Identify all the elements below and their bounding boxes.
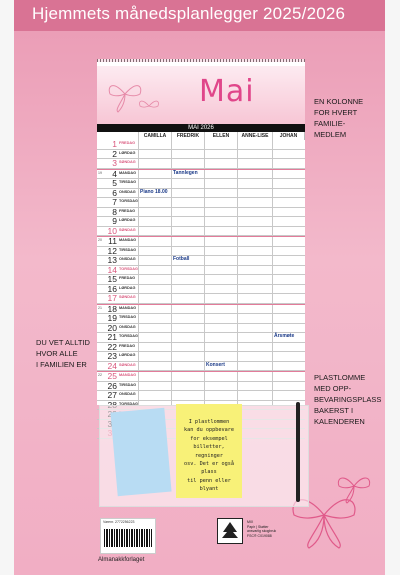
day-name: MANDAG xyxy=(119,373,137,377)
day-number: 13 xyxy=(107,255,117,265)
day-row[interactable] xyxy=(97,304,305,315)
day-number: 24 xyxy=(107,360,117,371)
calendar-entry: Konsert xyxy=(206,361,225,368)
day-row[interactable] xyxy=(97,247,305,257)
day-number: 8 xyxy=(112,206,117,217)
column-header: ANNE-LISE xyxy=(238,132,273,140)
fsc-tree-icon xyxy=(217,518,243,544)
week-number: 22 xyxy=(98,373,102,377)
column-header: ELLEN xyxy=(205,132,238,140)
day-row[interactable] xyxy=(97,294,305,304)
day-number: 26 xyxy=(107,380,117,391)
barcode: Varenr. 2772256223 xyxy=(100,518,156,554)
day-name: FREDAG xyxy=(119,208,136,213)
day-row[interactable] xyxy=(97,382,305,392)
sticky-note: I plastlommen kan du oppbevare for eksempel billetter, regninger osv. Det er også plass til penn eller blyant xyxy=(176,404,242,498)
day-row[interactable] xyxy=(97,217,305,227)
month-header-art xyxy=(97,66,305,124)
day-number: 10 xyxy=(107,225,117,236)
day-name: ONSDAG xyxy=(119,324,136,329)
publisher-name: Almanakkforlaget xyxy=(98,557,145,563)
fsc-label: MIX Papir | Støtter ansvarlig skogbruk FSC® C019088 xyxy=(247,520,277,538)
month-title: Mai xyxy=(199,74,255,109)
day-row[interactable] xyxy=(97,352,305,362)
day-name: FREDAG xyxy=(119,276,136,280)
day-row[interactable] xyxy=(97,189,305,199)
day-number: 9 xyxy=(112,216,117,226)
day-name: TIRSDAG xyxy=(119,180,137,184)
day-row[interactable] xyxy=(97,179,305,189)
calendar-entry: Tannlegen xyxy=(173,169,198,176)
day-row[interactable] xyxy=(97,169,305,180)
column-header: FREDRIK xyxy=(172,132,205,140)
day-name: TIRSDAG xyxy=(119,382,137,387)
calendar-entry: Årsmøte xyxy=(274,333,295,339)
day-name: LØRDAG xyxy=(119,150,136,155)
day-row[interactable] xyxy=(97,314,305,324)
day-name: ONSDAG xyxy=(119,189,136,194)
week-number: 19 xyxy=(98,170,102,175)
day-number: 19 xyxy=(107,313,117,323)
day-number: 16 xyxy=(107,283,117,294)
day-name: SØNDAG xyxy=(119,227,136,232)
day-number: 5 xyxy=(112,178,117,188)
day-row[interactable] xyxy=(97,198,305,208)
lily-flower-icon xyxy=(137,94,161,118)
day-number: 22 xyxy=(107,341,117,352)
day-name: TIRSDAG xyxy=(119,315,137,319)
calendar-sheet xyxy=(97,62,305,405)
day-row[interactable] xyxy=(97,324,305,334)
day-name: LØRDAG xyxy=(119,218,136,222)
day-number: 21 xyxy=(107,332,117,342)
day-name: SØNDAG xyxy=(119,160,136,164)
feature-note-pocket: PLASTLOMME MED OPP- BEVARINGSPLASS BAKERST I KALENDEREN xyxy=(314,373,382,426)
day-name: ONSDAG xyxy=(119,257,136,261)
day-row[interactable] xyxy=(97,266,305,276)
day-row[interactable] xyxy=(97,256,305,266)
day-number: 15 xyxy=(107,274,117,284)
day-name: LØRDAG xyxy=(119,353,136,357)
day-number: 20 xyxy=(107,322,117,333)
day-name: FREDAG xyxy=(119,141,136,145)
day-row[interactable] xyxy=(97,227,305,237)
day-number: 27 xyxy=(107,390,117,400)
day-name: TORSDAG xyxy=(119,266,138,271)
feature-note-columns: EN KOLONNE FOR HVERT FAMILIE- MEDLEM xyxy=(314,97,364,139)
day-number: 1 xyxy=(112,139,117,149)
day-name: FREDAG xyxy=(119,343,136,348)
day-name: SØNDAG xyxy=(119,362,136,367)
day-row[interactable] xyxy=(97,208,305,218)
ticket-card xyxy=(110,408,171,496)
day-number: 17 xyxy=(107,293,117,303)
day-name: TORSDAG xyxy=(119,334,138,338)
column-header: CAMILLA xyxy=(139,132,172,140)
day-row[interactable] xyxy=(97,159,305,169)
day-row[interactable] xyxy=(97,236,305,247)
week-number: 20 xyxy=(98,238,102,242)
day-number: 12 xyxy=(107,245,117,256)
day-row[interactable] xyxy=(97,371,305,382)
day-number: 2 xyxy=(112,148,117,159)
day-number: 7 xyxy=(112,197,117,207)
product-title: Hjemmets månedsplanlegger 2025/2026 xyxy=(32,4,346,23)
column-header: JOHAN xyxy=(273,132,305,140)
day-row[interactable] xyxy=(97,140,305,150)
calendar-entry: Fotball xyxy=(173,256,190,262)
day-row[interactable] xyxy=(97,275,305,285)
feature-note-family: DU VET ALLTID HVOR ALLE I FAMILIEN ER xyxy=(36,338,90,369)
day-number: 6 xyxy=(112,187,117,198)
day-row[interactable] xyxy=(97,285,305,295)
day-row[interactable] xyxy=(97,362,305,372)
day-number: 11 xyxy=(108,236,117,246)
day-row[interactable] xyxy=(97,343,305,353)
lily-flower-icon xyxy=(334,468,374,504)
day-row[interactable] xyxy=(97,333,305,343)
day-row[interactable] xyxy=(97,391,305,401)
month-year-bar: MAI 2026 xyxy=(97,124,305,132)
day-name: MANDAG xyxy=(119,305,137,310)
day-rows xyxy=(97,140,305,439)
day-name: TIRSDAG xyxy=(119,247,137,252)
day-row[interactable] xyxy=(97,150,305,160)
day-number: 14 xyxy=(107,264,117,275)
day-number: 23 xyxy=(107,351,117,361)
calendar-entry: Piano 18.00 xyxy=(140,188,168,195)
day-number: 18 xyxy=(107,303,117,314)
week-number: 21 xyxy=(98,305,102,310)
day-name: ONSDAG xyxy=(119,392,136,396)
pen-icon xyxy=(296,402,300,502)
day-name: SØNDAG xyxy=(119,295,136,299)
day-name: MANDAG xyxy=(119,170,137,175)
day-number: 25 xyxy=(107,371,117,381)
day-number: 3 xyxy=(112,158,117,168)
day-number: 4 xyxy=(112,168,117,179)
day-name: MANDAG xyxy=(119,238,137,242)
day-name: TORSDAG xyxy=(119,401,138,406)
day-name: TORSDAG xyxy=(119,199,138,203)
day-name: LØRDAG xyxy=(119,285,136,290)
title-banner xyxy=(14,0,385,31)
